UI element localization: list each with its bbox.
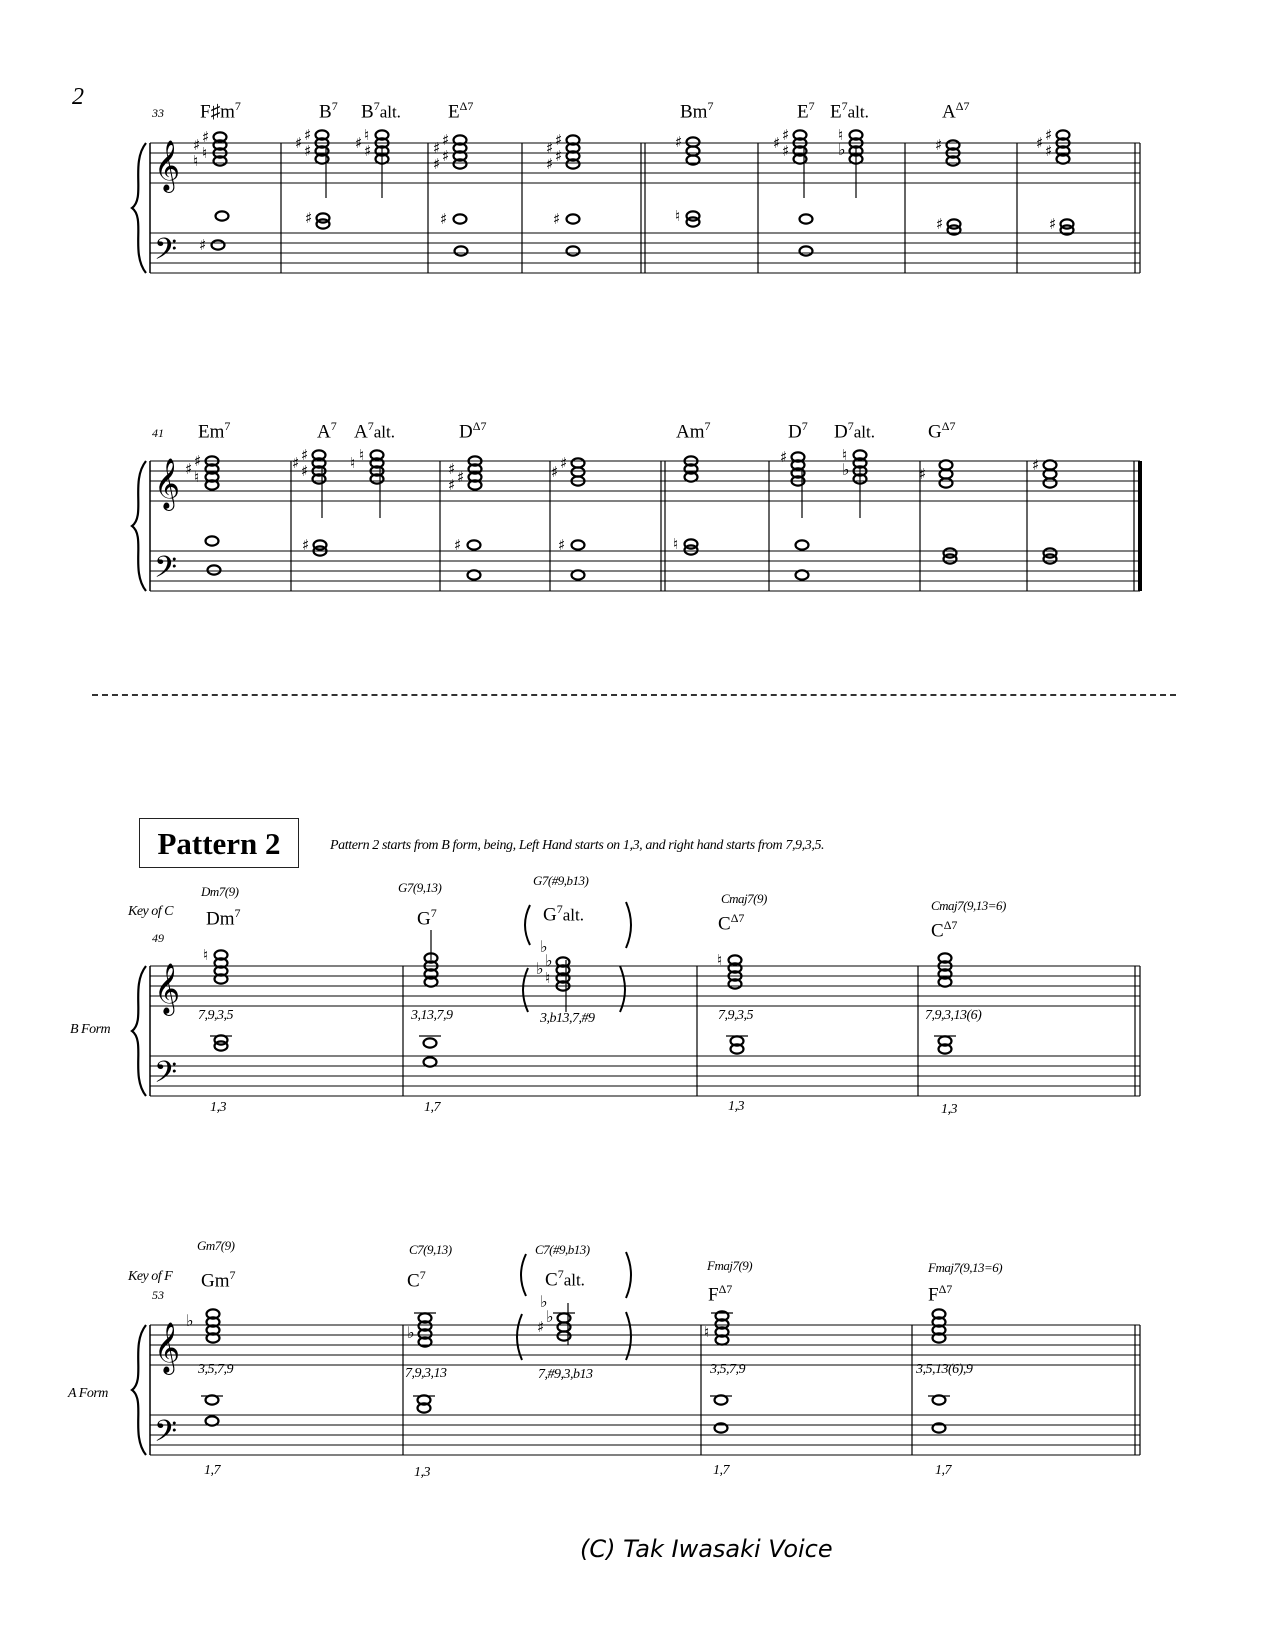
rh-degrees: 3,5,7,9	[198, 1362, 233, 1377]
sharp-sign: ♯	[448, 476, 456, 494]
chord-symbol: $E^7alt$.	[830, 99, 869, 123]
sharp-sign: ♯	[553, 210, 561, 228]
natural-sign: ♮	[545, 969, 551, 987]
whole-note	[687, 217, 700, 226]
chord-hint: Cmaj7(9)	[721, 891, 767, 906]
whole-note	[685, 545, 698, 554]
treble-clef-icon: 𝄞	[154, 963, 181, 1014]
chord-symbol: $C^{\Delta 7}$	[718, 911, 745, 935]
chord-symbol: Em$^7$	[198, 419, 231, 443]
rh-degrees: 3,5,7,9	[710, 1362, 745, 1377]
whole-note	[944, 554, 957, 563]
bass-clef-icon: 𝄢	[154, 1056, 178, 1097]
bar-number: 33	[152, 106, 164, 120]
flat-sign: ♭	[536, 959, 544, 978]
key-label: Key of F	[128, 1269, 173, 1284]
chord-hint: C7(9,13)	[409, 1242, 452, 1257]
sharp-sign: ♯	[537, 1318, 545, 1336]
flat-sign: ♭	[407, 1323, 415, 1342]
chord-symbol: $C^{\Delta 7}$	[931, 918, 958, 942]
lh-degrees: 1,7	[713, 1463, 729, 1478]
sharp-sign: ♯	[202, 128, 210, 146]
sharp-sign: ♯	[185, 460, 193, 478]
whole-note	[715, 1395, 728, 1404]
paren	[517, 1314, 522, 1360]
natural-sign: ♮	[675, 207, 681, 225]
copyright: (C) Tak Iwasaki Voice	[580, 1535, 833, 1563]
form-label: B Form	[70, 1022, 111, 1037]
whole-note	[933, 1395, 946, 1404]
brace	[132, 1325, 146, 1455]
whole-note	[572, 570, 585, 579]
natural-sign: ♮	[704, 1323, 710, 1341]
chord-symbol: Gm$^7$	[201, 1268, 236, 1292]
chord-hint: Fmaj7(9)	[707, 1258, 753, 1273]
paren	[626, 1252, 631, 1298]
flat-sign: ♭	[540, 1292, 548, 1311]
whole-note	[206, 1416, 219, 1425]
sharp-sign: ♯	[935, 136, 943, 154]
sharp-sign: ♯	[433, 139, 441, 157]
sharp-sign: ♯	[305, 209, 313, 227]
sharp-sign: ♯	[782, 126, 790, 144]
paren	[521, 1254, 526, 1296]
whole-note	[215, 1041, 228, 1050]
brace	[132, 461, 146, 591]
paren	[523, 968, 528, 1012]
natural-sign: ♮	[673, 535, 679, 553]
sharp-sign: ♯	[780, 448, 788, 466]
whole-note	[206, 1395, 219, 1404]
chord-symbol: Am$^7$	[676, 419, 711, 443]
natural-sign: ♮	[350, 454, 356, 472]
chord-symbol: $E^{\Delta 7}$	[448, 99, 474, 123]
rh-degrees: 3,b13,7,#9	[540, 1011, 595, 1026]
chord-hint: Fmaj7(9,13=6)	[928, 1260, 1003, 1275]
sharp-sign: ♯	[301, 446, 309, 464]
chord-symbol: $G^7$	[417, 906, 437, 930]
sharp-sign: ♯	[193, 136, 201, 154]
flat-sign: ♭	[186, 1311, 194, 1330]
sharp-sign: ♯	[355, 134, 363, 152]
sharp-sign: ♯	[302, 536, 310, 554]
sharp-sign: ♯	[773, 134, 781, 152]
bass-clef-icon: 𝄢	[154, 1415, 178, 1456]
natural-sign: ♮	[202, 144, 208, 162]
lh-degrees: 1,3	[414, 1465, 430, 1480]
whole-note	[796, 570, 809, 579]
rh-degrees: 7,9,3,5	[718, 1008, 753, 1023]
sharp-sign: ♯	[1032, 456, 1040, 474]
pattern-description: Pattern 2 starts from B form, being, Left Hand starts on 1,3, and right hand starts from 7,9,3,5.	[330, 838, 825, 853]
natural-sign: ♮	[364, 126, 370, 144]
whole-note	[572, 540, 585, 549]
flat-sign: ♭	[545, 951, 553, 970]
paren	[626, 902, 631, 948]
chord-symbol: $B^7alt$.	[361, 99, 401, 123]
whole-note	[940, 478, 953, 487]
whole-note	[317, 219, 330, 228]
sharp-sign: ♯	[546, 155, 554, 173]
sharp-sign: ♯	[304, 142, 312, 160]
brace	[132, 143, 146, 273]
whole-note	[454, 214, 467, 223]
sharp-sign: ♯	[1036, 134, 1044, 152]
chord-symbol: $C^7alt$.	[545, 1267, 585, 1291]
sharp-sign: ♯	[457, 468, 465, 486]
natural-sign: ♮	[194, 468, 200, 486]
chord-symbol: $G^{\Delta 7}$	[928, 419, 956, 443]
form-label: A Form	[68, 1386, 108, 1401]
sharp-sign: ♯	[199, 236, 207, 254]
lh-degrees: 1,7	[424, 1100, 440, 1115]
brace	[132, 966, 146, 1096]
whole-note	[1044, 460, 1057, 469]
chord-symbol: $C^7$	[407, 1268, 426, 1292]
natural-sign: ♮	[842, 446, 848, 464]
chord-symbol: $D^7$	[788, 419, 808, 443]
whole-note	[1044, 478, 1057, 487]
chord-hint: G7(#9,b13)	[533, 873, 589, 888]
whole-note	[424, 1057, 437, 1066]
natural-sign: ♮	[193, 152, 199, 170]
chord-symbol: $A^7$	[317, 419, 337, 443]
sharp-sign: ♯	[782, 142, 790, 160]
sharp-sign: ♯	[442, 131, 450, 149]
whole-note	[567, 214, 580, 223]
treble-clef-icon: 𝄞	[154, 1322, 181, 1373]
sharp-sign: ♯	[546, 139, 554, 157]
natural-sign: ♮	[203, 946, 209, 964]
sharp-sign: ♯	[1045, 126, 1053, 144]
treble-clef-icon: 𝄞	[154, 140, 181, 191]
whole-note	[216, 211, 229, 220]
chord-symbol: Dm$^7$	[206, 906, 241, 930]
key-label: Key of C	[128, 904, 173, 919]
chord-symbol: $E^7$	[797, 99, 815, 123]
sharp-sign: ♯	[454, 536, 462, 554]
sharp-sign: ♯	[448, 460, 456, 478]
chord-symbol: $D^7alt$.	[834, 419, 875, 443]
paren	[620, 966, 625, 1012]
sharp-sign: ♯	[292, 454, 300, 472]
sharp-sign: ♯	[675, 133, 683, 151]
whole-note	[208, 565, 221, 574]
page-number: 2	[72, 84, 84, 110]
whole-note	[567, 246, 580, 255]
chord-symbol: $D^{\Delta 7}$	[459, 419, 487, 443]
lh-degrees: 1,3	[210, 1100, 226, 1115]
bass-clef-icon: 𝄢	[154, 233, 178, 274]
flat-sign: ♭	[842, 460, 850, 479]
chord-symbol: Bm$^7$	[680, 99, 714, 123]
whole-note	[424, 1038, 437, 1047]
chord-symbol: $B^7$	[319, 99, 338, 123]
chord-symbol: $G^7alt$.	[543, 902, 584, 926]
flat-sign: ♭	[838, 140, 846, 159]
natural-sign: ♮	[359, 446, 365, 464]
sharp-sign: ♯	[551, 463, 559, 481]
lh-degrees: 1,3	[941, 1102, 957, 1117]
natural-sign: ♮	[838, 126, 844, 144]
chord-symbol: $F^{\Delta 7}$	[708, 1282, 733, 1306]
whole-note	[800, 246, 813, 255]
lh-degrees: 1,7	[935, 1463, 951, 1478]
sharp-sign: ♯	[1045, 142, 1053, 160]
sharp-sign: ♯	[919, 465, 927, 483]
whole-note	[796, 540, 809, 549]
sharp-sign: ♯	[301, 462, 309, 480]
bass-clef-icon: 𝄢	[154, 551, 178, 592]
rh-degrees: 7,9,3,5	[198, 1008, 233, 1023]
whole-note	[212, 240, 225, 249]
paren	[525, 905, 530, 945]
sharp-sign: ♯	[936, 215, 944, 233]
lh-degrees: 1,7	[204, 1463, 220, 1478]
flat-sign: ♭	[546, 1307, 554, 1326]
sharp-sign: ♯	[295, 134, 303, 152]
chord-hint: G7(9,13)	[398, 880, 442, 895]
pattern-title: Pattern 2	[139, 818, 299, 868]
whole-note	[800, 214, 813, 223]
whole-note	[1044, 554, 1057, 563]
sharp-sign: ♯	[304, 126, 312, 144]
whole-note	[572, 467, 585, 476]
rh-degrees: 7,#9,3,b13	[538, 1367, 593, 1382]
treble-clef-icon: 𝄞	[154, 458, 181, 509]
chord-hint: Cmaj7(9,13=6)	[931, 898, 1006, 913]
chord-symbol: $A^7alt$.	[354, 419, 395, 443]
sharp-sign: ♯	[440, 210, 448, 228]
whole-note	[687, 137, 700, 146]
rh-degrees: 3,5,13(6),9	[916, 1362, 973, 1377]
sharp-sign: ♯	[442, 147, 450, 165]
chord-hint: Dm7(9)	[201, 884, 239, 899]
chord-symbol: $F♯m^7$	[200, 99, 241, 123]
sharp-sign: ♯	[558, 536, 566, 554]
sharp-sign: ♯	[433, 155, 441, 173]
paren	[626, 1312, 631, 1360]
lh-degrees: 1,3	[728, 1099, 744, 1114]
sharp-sign: ♯	[555, 131, 563, 149]
chord-hint: C7(#9,b13)	[535, 1242, 590, 1257]
whole-note	[687, 146, 700, 155]
sharp-sign: ♯	[560, 454, 568, 472]
chord-symbol: $F^{\Delta 7}$	[928, 1282, 953, 1306]
chord-symbol: $A^{\Delta 7}$	[942, 99, 970, 123]
whole-note	[468, 540, 481, 549]
whole-note	[468, 570, 481, 579]
bar-number: 53	[152, 1288, 164, 1302]
bar-number: 49	[152, 931, 164, 945]
whole-note	[455, 246, 468, 255]
sharp-sign: ♯	[555, 147, 563, 165]
sharp-sign: ♯	[364, 142, 372, 160]
rh-degrees: 7,9,3,13	[405, 1366, 447, 1381]
sharp-sign: ♯	[194, 452, 202, 470]
bar-number: 41	[152, 426, 164, 440]
rh-degrees: 7,9,3,13(6)	[925, 1008, 982, 1023]
whole-note	[572, 458, 585, 467]
rh-degrees: 3,13,7,9	[411, 1008, 453, 1023]
natural-sign: ♮	[717, 951, 723, 969]
whole-note	[940, 460, 953, 469]
flat-sign: ♭	[540, 937, 548, 956]
sharp-sign: ♯	[1049, 215, 1057, 233]
chord-hint: Gm7(9)	[197, 1238, 235, 1253]
whole-note	[206, 536, 219, 545]
